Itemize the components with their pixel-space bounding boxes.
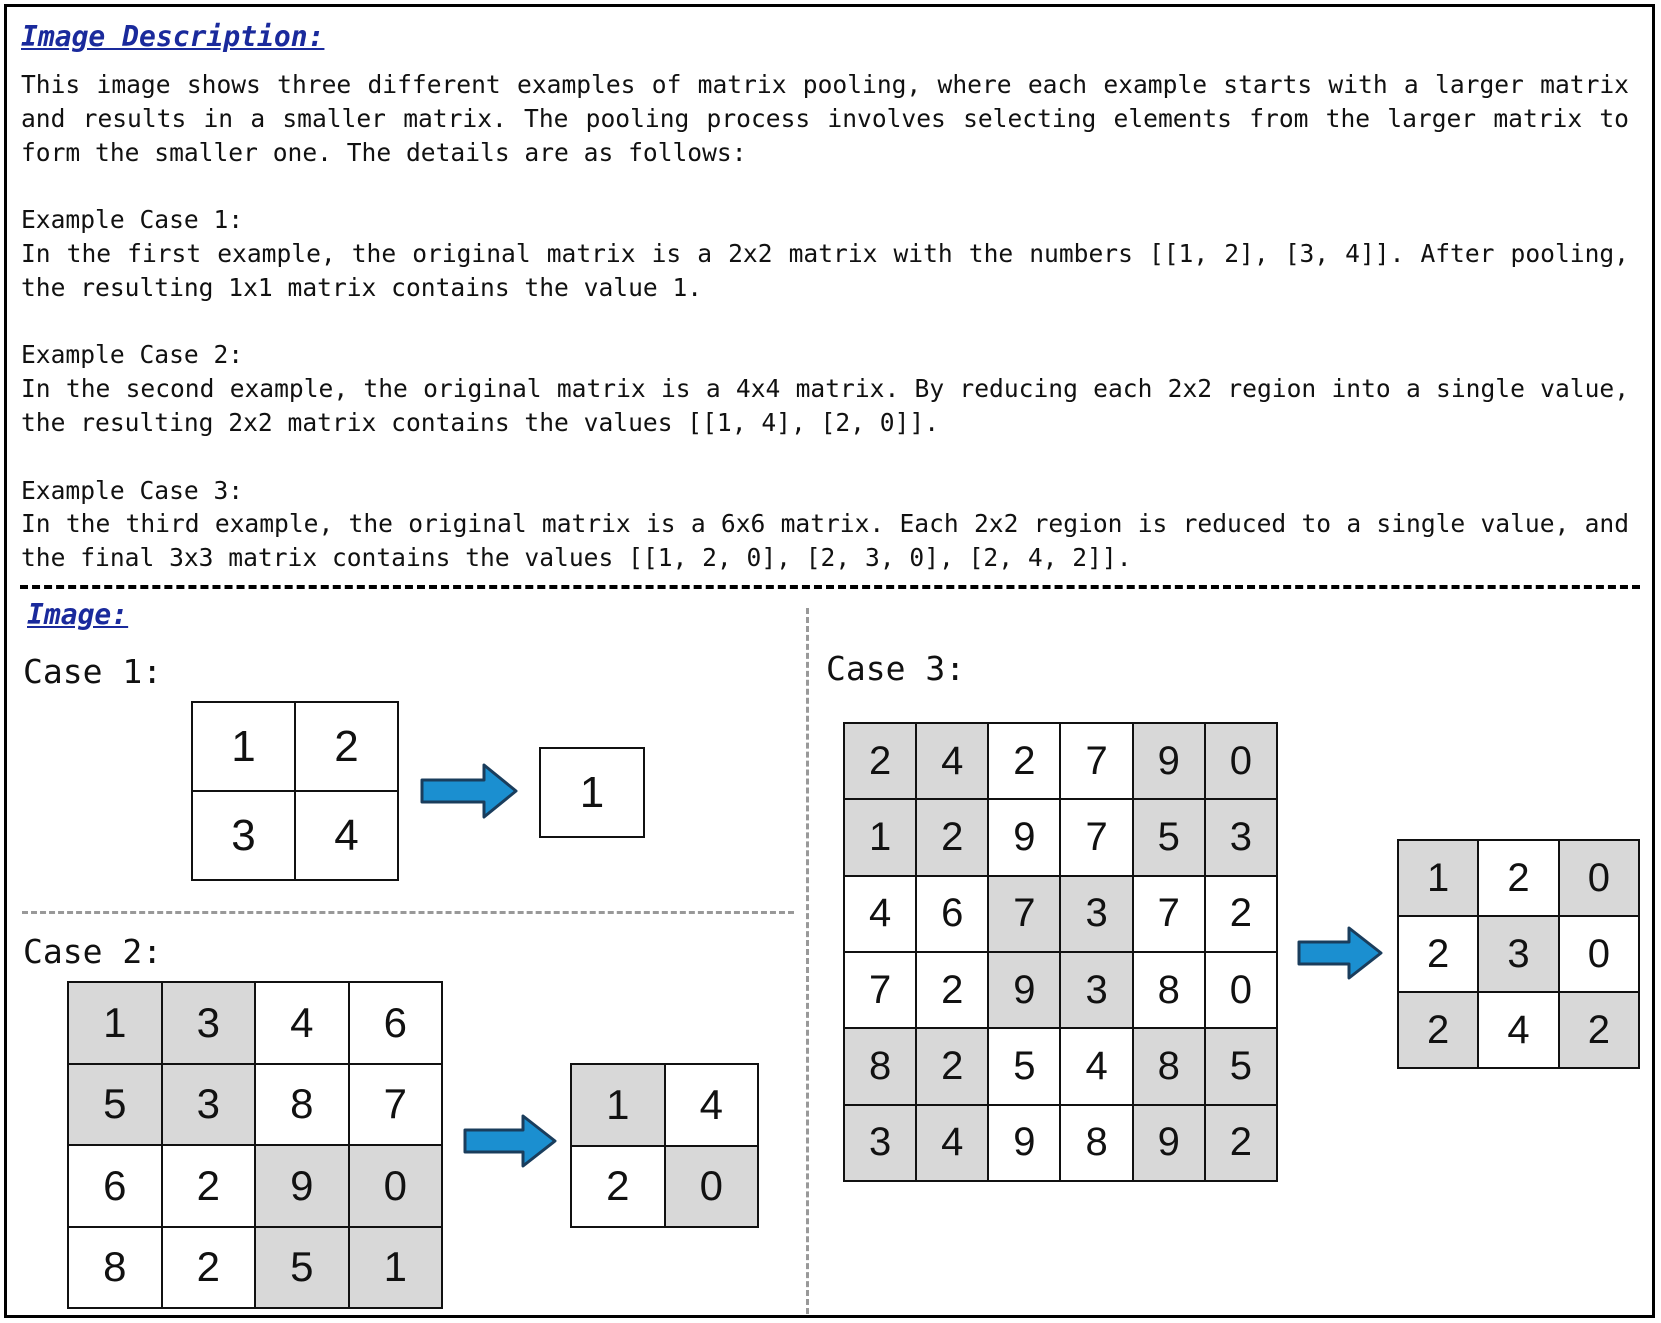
case3-input-cell: 2 xyxy=(845,724,915,798)
case3-input-cell: 7 xyxy=(845,953,915,1027)
case3-input-cell: 9 xyxy=(989,953,1059,1027)
case3-input-cell: 3 xyxy=(1061,953,1131,1027)
case3-input-cell: 2 xyxy=(1206,877,1276,951)
case3-text: In the third example, the original matrix is a 6x6 matrix. Each 2x2 region is reduced to a single value, and the final 3x3 matrix contains the values [[1, 2, 0], [2, 3, 0], [2, 4, 2]]. xyxy=(21,509,1629,573)
case3-input-cell: 4 xyxy=(917,1106,987,1180)
case3-output-cell: 2 xyxy=(1560,993,1638,1067)
case3-input-cell: 2 xyxy=(917,953,987,1027)
case1-input-cell: 4 xyxy=(296,792,397,879)
case3-input-cell: 2 xyxy=(917,800,987,874)
case3-input-cell: 5 xyxy=(989,1029,1059,1103)
case2-input-cell: 8 xyxy=(256,1065,348,1145)
case3-input-cell: 5 xyxy=(1206,1029,1276,1103)
case3-input-cell: 8 xyxy=(1061,1106,1131,1180)
case3-output-cell: 1 xyxy=(1399,841,1477,915)
case3-input-cell: 9 xyxy=(1134,1106,1204,1180)
case3-input-cell: 9 xyxy=(989,1106,1059,1180)
case2-input-cell: 3 xyxy=(163,1065,255,1145)
case3-input-matrix xyxy=(843,722,1278,1182)
case1-arrow-icon xyxy=(420,762,520,820)
case2-input-cell: 8 xyxy=(69,1228,161,1308)
case3-label: Case 3: xyxy=(826,649,966,688)
case2-input-cell: 1 xyxy=(69,983,161,1063)
case3-input-cell: 6 xyxy=(917,877,987,951)
case3-title: Example Case 3: xyxy=(21,475,244,505)
case2-output-cell: 2 xyxy=(572,1147,664,1227)
case1-output-matrix xyxy=(539,747,645,838)
vertical-divider xyxy=(806,608,809,1314)
case1-input-cell: 3 xyxy=(193,792,294,879)
case3-output-cell: 0 xyxy=(1560,917,1638,991)
case3-output-cell: 3 xyxy=(1479,917,1557,991)
case3-input-cell: 4 xyxy=(845,877,915,951)
case3-input-cell: 9 xyxy=(1134,724,1204,798)
case2-input-cell: 9 xyxy=(256,1146,348,1226)
case3-output-cell: 0 xyxy=(1560,841,1638,915)
case3-input-cell: 7 xyxy=(989,877,1059,951)
case2-input-cell: 4 xyxy=(256,983,348,1063)
case2-label: Case 2: xyxy=(23,932,163,971)
section-divider xyxy=(20,585,1640,589)
case3-input-cell: 7 xyxy=(1061,724,1131,798)
case2-input-matrix xyxy=(67,981,443,1309)
case3-arrow-icon xyxy=(1297,925,1385,981)
case3-input-cell: 5 xyxy=(1134,800,1204,874)
case-divider xyxy=(22,911,794,914)
case1-label: Case 1: xyxy=(23,652,163,691)
case3-input-cell: 8 xyxy=(845,1029,915,1103)
description-body xyxy=(21,68,1629,575)
case2-output-cell: 0 xyxy=(666,1147,758,1227)
case1-input-cell: 1 xyxy=(193,703,294,790)
case2-output-cell: 1 xyxy=(572,1065,664,1145)
case3-input-cell: 1 xyxy=(845,800,915,874)
case2-arrow-icon xyxy=(463,1113,559,1169)
case3-output-matrix xyxy=(1397,839,1640,1069)
case2-input-cell: 0 xyxy=(350,1146,442,1226)
case2-text: In the second example, the original matrix is a 4x4 matrix. By reducing each 2x2 region into a single value, the resulting 2x2 matrix contains the values [[1, 4], [2, 0]]. xyxy=(21,374,1629,437)
case1-text: In the first example, the original matrix is a 2x2 matrix with the numbers [[1, 2], [3, 4]]. After pooling, the resulting 1x1 matrix contains the value 1. xyxy=(21,238,1629,302)
description-intro: This image shows three different examples of matrix pooling, where each example starts with a larger matrix and results in a smaller matrix. The pooling process involves selecting elements from the larger matrix to form the smaller one. The details are as follows: xyxy=(21,70,1629,167)
case2-input-cell: 1 xyxy=(350,1228,442,1308)
case2-input-cell: 2 xyxy=(163,1146,255,1226)
case3-input-cell: 3 xyxy=(1206,800,1276,874)
case3-input-cell: 3 xyxy=(845,1106,915,1180)
case1-input-cell: 2 xyxy=(296,703,397,790)
case1-title: Example Case 1: xyxy=(21,205,244,235)
case1-output-cell: 1 xyxy=(541,749,643,836)
case3-input-cell: 2 xyxy=(1206,1106,1276,1180)
case2-output-matrix xyxy=(570,1063,759,1228)
case3-input-cell: 2 xyxy=(989,724,1059,798)
case3-input-cell: 3 xyxy=(1061,877,1131,951)
case2-input-cell: 5 xyxy=(69,1065,161,1145)
case3-input-cell: 8 xyxy=(1134,1029,1204,1103)
case2-output-cell: 4 xyxy=(666,1065,758,1145)
case3-input-cell: 7 xyxy=(1134,877,1204,951)
case3-input-cell: 0 xyxy=(1206,953,1276,1027)
case2-input-cell: 7 xyxy=(350,1065,442,1145)
case3-output-cell: 4 xyxy=(1479,993,1557,1067)
case2-input-cell: 3 xyxy=(163,983,255,1063)
case3-input-cell: 7 xyxy=(1061,800,1131,874)
case2-title: Example Case 2: xyxy=(21,340,244,370)
case3-input-cell: 2 xyxy=(917,1029,987,1103)
case2-input-cell: 5 xyxy=(256,1228,348,1308)
case3-output-cell: 2 xyxy=(1399,917,1477,991)
description-heading: Image Description: xyxy=(21,20,325,53)
case3-output-cell: 2 xyxy=(1479,841,1557,915)
case3-input-cell: 4 xyxy=(1061,1029,1131,1103)
case3-output-cell: 2 xyxy=(1399,993,1477,1067)
image-heading: Image: xyxy=(27,598,129,631)
case2-input-cell: 6 xyxy=(350,983,442,1063)
case3-input-cell: 4 xyxy=(917,724,987,798)
case2-input-cell: 2 xyxy=(163,1228,255,1308)
case1-input-matrix xyxy=(191,701,399,881)
case3-input-cell: 9 xyxy=(989,800,1059,874)
case2-input-cell: 6 xyxy=(69,1146,161,1226)
case3-input-cell: 0 xyxy=(1206,724,1276,798)
case3-input-cell: 8 xyxy=(1134,953,1204,1027)
